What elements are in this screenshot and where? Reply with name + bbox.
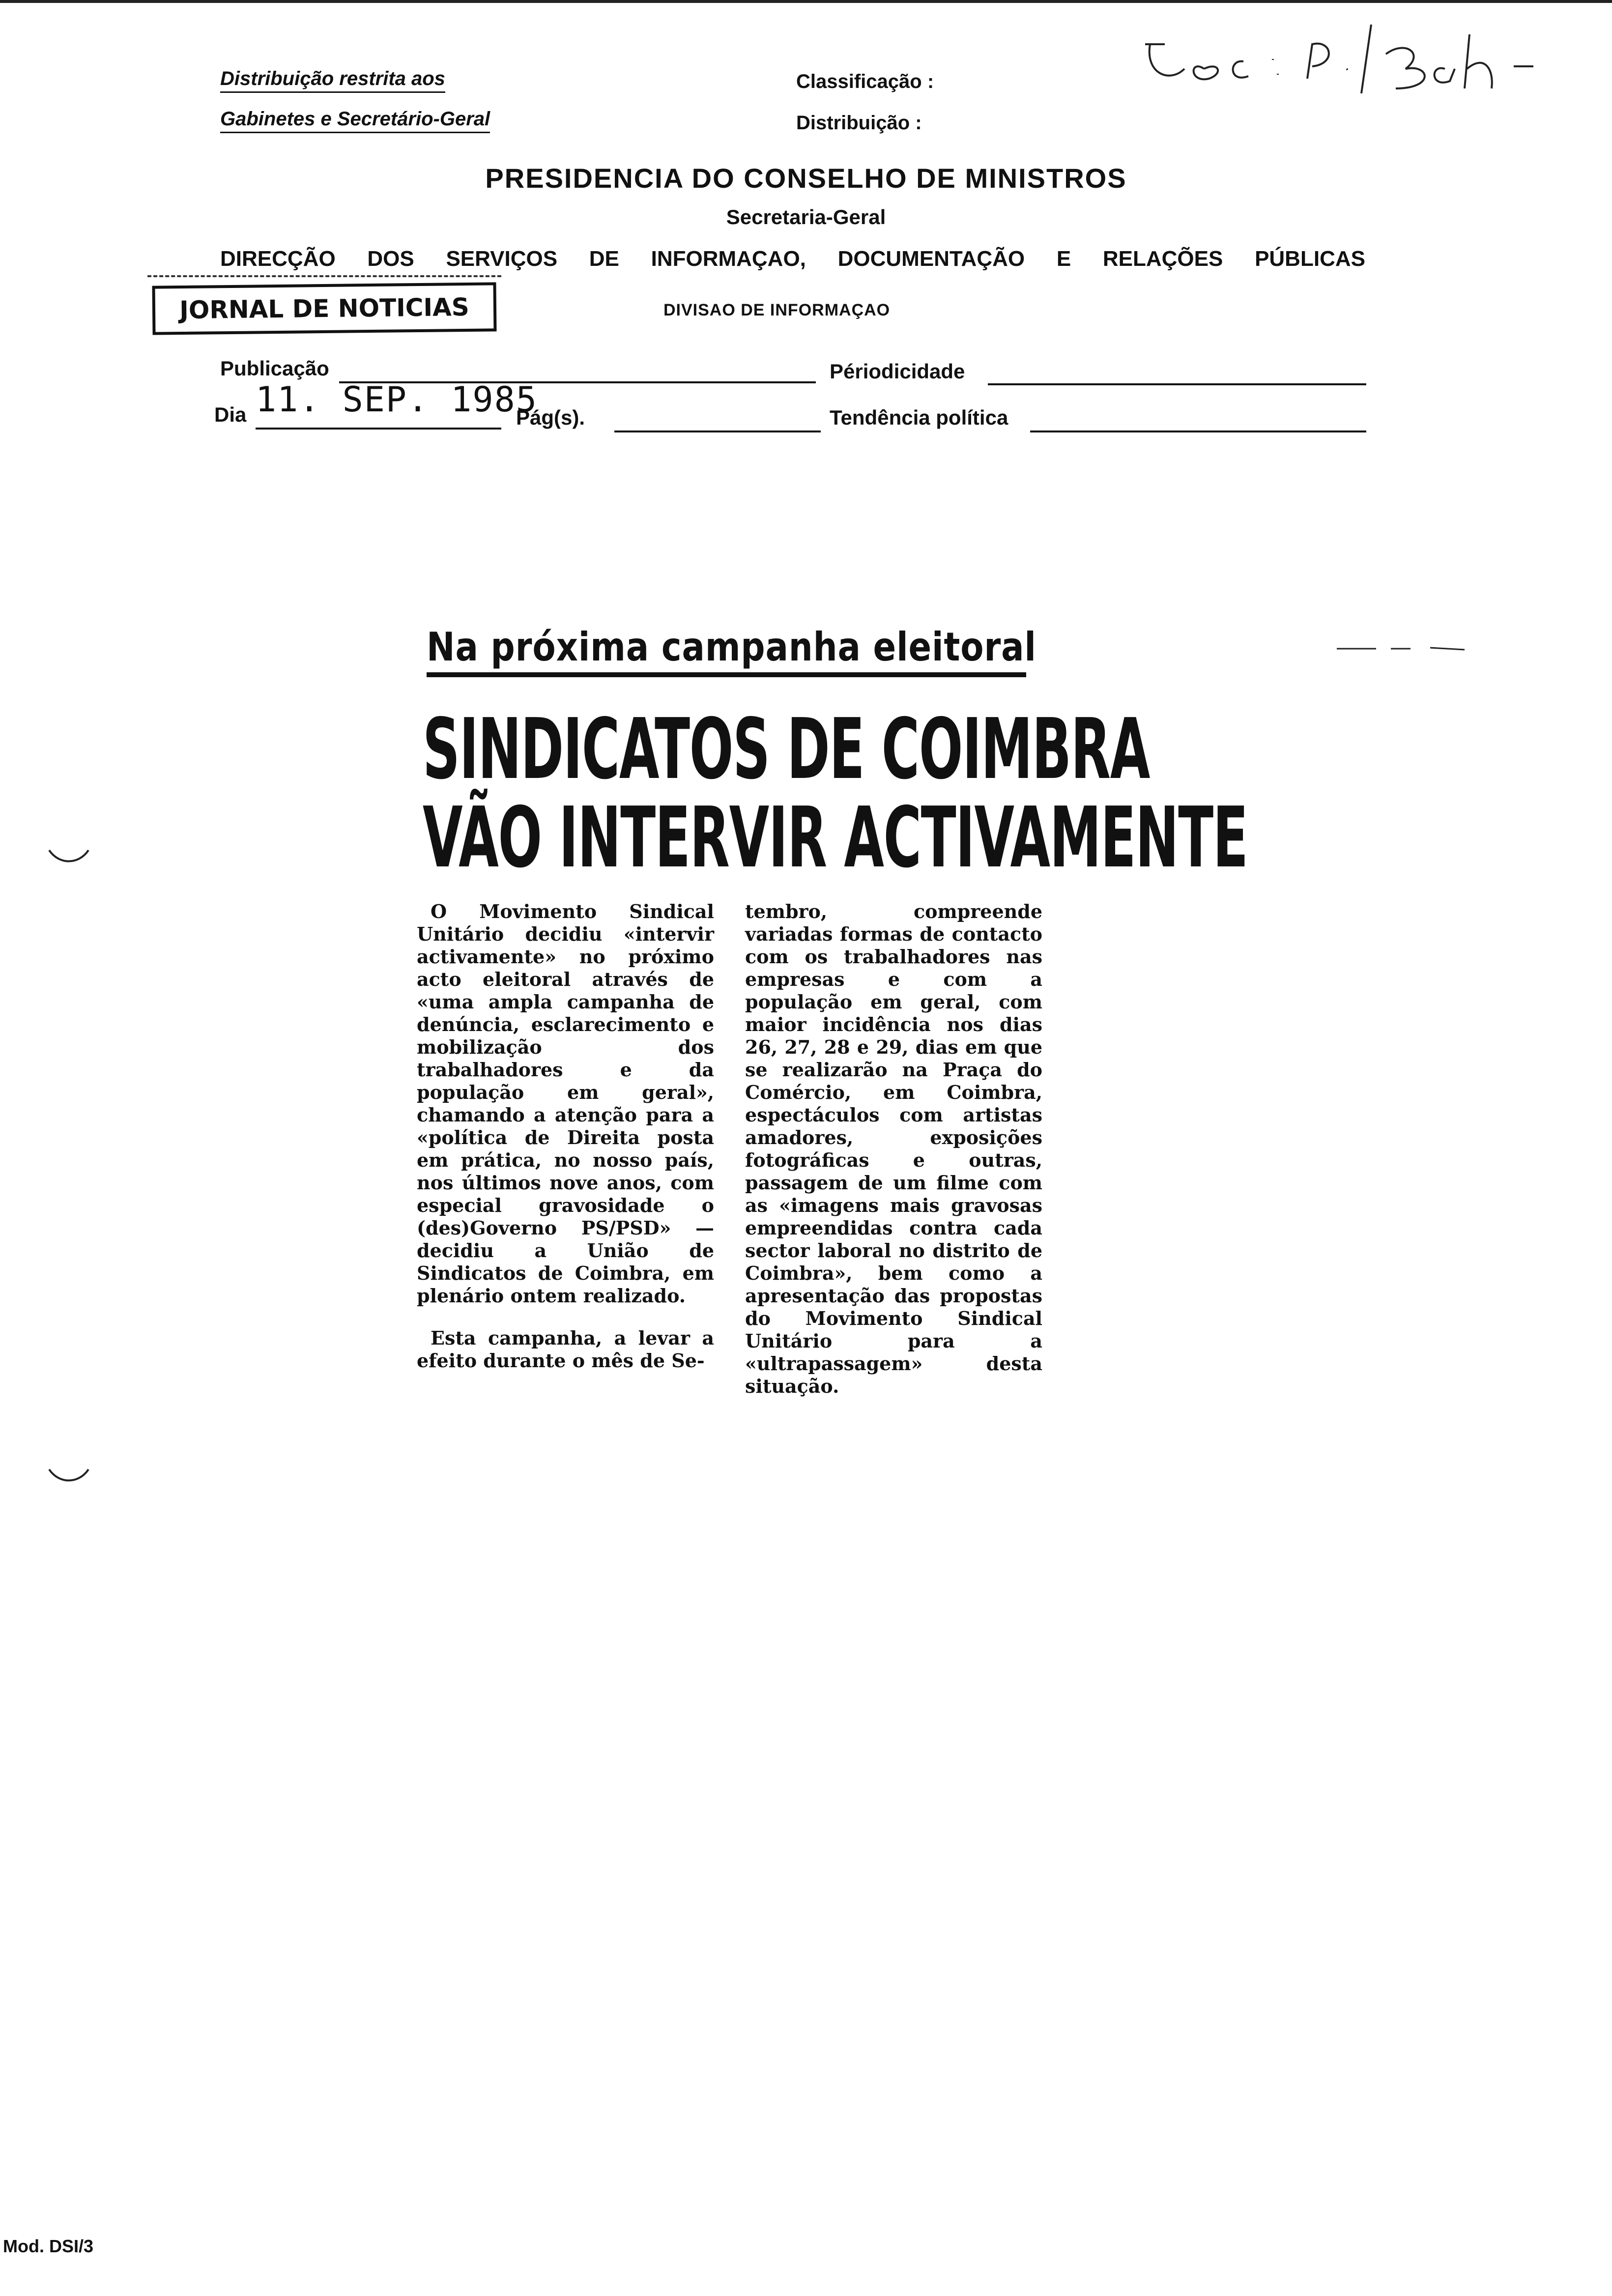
pags-label: Pág(s). bbox=[516, 406, 585, 429]
article-column-1 bbox=[417, 900, 714, 1392]
divisao-label: DIVISAO DE INFORMAÇAO bbox=[663, 301, 891, 319]
article-paragraph: tembro, compreende variadas formas de contacto com os trabalhadores nas empresas e com a população em geral, com maior incidência nos dias 26, 27, 28 e 29, dias em que se realizarão na Praça do Comércio, em Coimbra, espectáculos com artistas amadores, exposições fotográficas e outras, passagem de um filme com as «imagens mais gravosas empreendidas contra cada sector laboral no distrito de Coimbra», bem como a apresentação das propostas do Movimento Sindical Unitário para a «ultrapassagem» desta situação. bbox=[745, 900, 1042, 1397]
page-title: PRESIDENCIA DO CONSELHO DE MINISTROS bbox=[485, 163, 1127, 194]
tendencia-label: Tendência política bbox=[830, 406, 1008, 429]
margin-mark bbox=[44, 1455, 103, 1514]
form-code: Mod. DSI/3 bbox=[3, 2236, 94, 2256]
direccao-word: RELAÇÕES bbox=[1102, 247, 1223, 271]
page-subtitle: Secretaria-Geral bbox=[726, 205, 886, 229]
pags-line bbox=[614, 430, 821, 432]
article-paragraph: Esta campanha, a levar a efeito durante o mês de Se- bbox=[417, 1327, 714, 1372]
article-column-2 bbox=[745, 900, 1042, 1417]
restricted-distribution-line1: Distribuição restrita aos bbox=[220, 68, 445, 90]
article-subheadline: Na próxima campanha eleitoral bbox=[427, 624, 1036, 670]
direccao-word: PÚBLICAS bbox=[1255, 247, 1365, 271]
handwritten-signature bbox=[1130, 15, 1573, 113]
article-headline-line2: VÃO INTERVIR ACTIVAMENTE bbox=[423, 789, 1248, 887]
distribuicao-label: Distribuição : bbox=[796, 112, 922, 134]
margin-dashes bbox=[1337, 639, 1494, 659]
dia-line bbox=[256, 428, 501, 430]
direccao-word: DE bbox=[589, 247, 619, 271]
classificacao-label: Classificação : bbox=[796, 71, 934, 92]
direccao-word: DOCUMENTAÇÃO bbox=[837, 247, 1025, 271]
direccao-word: E bbox=[1056, 247, 1071, 271]
periodicidade-line bbox=[988, 383, 1366, 385]
date-stamp: 11. SEP. 1985 bbox=[256, 379, 538, 420]
direccao-word: DOS bbox=[367, 247, 414, 271]
newspaper-stamp: JORNAL DE NOTICIAS bbox=[152, 282, 496, 335]
margin-mark bbox=[44, 831, 103, 890]
top-border bbox=[0, 0, 1612, 3]
restricted-distribution-line2: Gabinetes e Secretário-Geral bbox=[220, 108, 490, 130]
dia-label: Dia bbox=[214, 403, 247, 426]
direccao-word: INFORMAÇAO, bbox=[651, 247, 806, 271]
periodicidade-label: Périodicidade bbox=[830, 360, 965, 383]
article-headline-line1: SINDICATOS DE COIMBRA bbox=[423, 701, 1150, 798]
article-paragraph: O Movimento Sindical Unitário decidiu «intervir activamente» no próximo acto eleitoral através de «uma ampla campanha de denúncia, esclarecimento e mobilização dos trabalhadores e da população em geral», chamando a atenção para a «política de Direita posta em prática, no nosso país, nos últimos nove anos, com especial gravosidade o (des)Governo PS/PSD» — decidiu a União de Sindicatos de Coimbra, em plenário ontem realizado. bbox=[417, 900, 714, 1307]
tendencia-line bbox=[1030, 430, 1366, 432]
direccao-word: SERVIÇOS bbox=[446, 247, 558, 271]
direccao-line bbox=[220, 247, 1365, 271]
article-rule bbox=[427, 672, 1026, 677]
publicacao-label: Publicação bbox=[220, 357, 329, 380]
direccao-word: DIRECÇÃO bbox=[220, 247, 336, 271]
